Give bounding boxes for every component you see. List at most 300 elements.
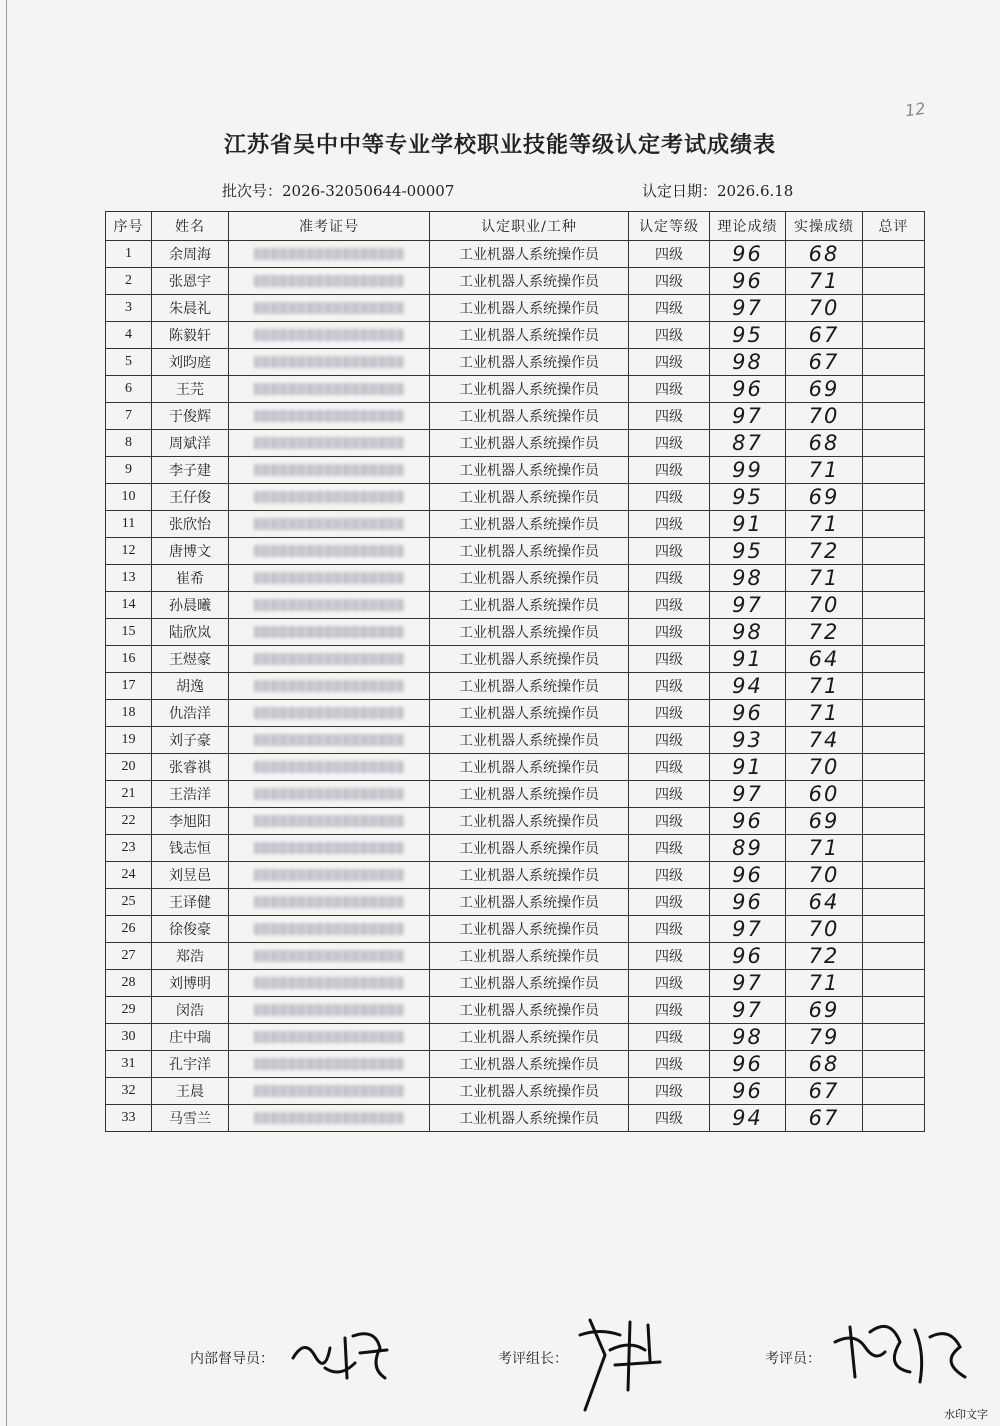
exam-id-redacted [229,241,430,268]
examiner-label: 考评员： [765,1351,821,1367]
occupation-text: 工业机器人系统操作员 [459,1084,599,1100]
row-number [106,1078,152,1105]
table-row [106,970,925,997]
supervisor-label: 内部督导员： [190,1351,274,1367]
overall-evaluation [863,700,925,727]
theory-score-text: 97 [732,296,763,320]
row-number-text: 22 [121,813,136,828]
occupation-text: 工业机器人系统操作员 [459,1030,599,1046]
level [629,430,710,457]
row-number [106,1051,152,1078]
student-name-text: 于俊辉 [169,409,211,425]
student-name-text: 王芫 [176,382,204,398]
exam-id-redacted [229,997,430,1024]
theory-score [710,538,786,565]
overall-evaluation [863,646,925,673]
table-row [106,349,925,376]
theory-score-text: 96 [732,1052,763,1076]
redaction-blur [254,815,404,827]
row-number-text: 25 [121,894,136,909]
redaction-blur [254,842,404,854]
theory-score-text: 96 [732,1079,763,1103]
occupation-text: 工业机器人系统操作员 [459,895,599,911]
occupation-text: 工业机器人系统操作员 [459,841,599,857]
student-name-text: 刘昀庭 [169,355,211,371]
theory-score [710,349,786,376]
exam-id-redacted [229,295,430,322]
table-row [106,403,925,430]
student-name-text: 马雪兰 [169,1111,211,1127]
level-text: 四级 [655,1111,683,1127]
occupation [430,565,629,592]
exam-id-redacted [229,268,430,295]
practice-score-text: 71 [808,512,840,536]
theory-score [710,700,786,727]
practice-score-text: 71 [808,566,840,590]
column-header: 认定职业/工种 [430,212,629,241]
practice-score-text: 70 [808,593,840,617]
occupation [430,457,629,484]
practice-score-text: 69 [808,377,840,401]
watermark: 水印文字 [944,1408,988,1421]
redaction-blur [254,761,404,773]
occupation-text: 工业机器人系统操作员 [459,409,599,425]
redaction-blur [254,869,404,881]
theory-score [710,673,786,700]
level [629,727,710,754]
student-name-text: 王晨 [176,1084,204,1100]
row-number-text: 8 [125,435,132,450]
exam-id-redacted [229,943,430,970]
occupation [430,889,629,916]
student-name-text: 李旭阳 [169,814,211,830]
level [629,538,710,565]
row-number [106,997,152,1024]
leader-signature [570,1310,670,1420]
theory-score [710,457,786,484]
theory-score [710,511,786,538]
occupation [430,376,629,403]
row-number [106,538,152,565]
theory-score [710,808,786,835]
overall-evaluation [863,457,925,484]
practice-score-text: 67 [808,350,840,374]
occupation-text: 工业机器人系统操作员 [459,355,599,371]
exam-id-redacted [229,484,430,511]
row-number-text: 21 [121,786,136,801]
level-text: 四级 [655,409,683,425]
occupation [430,700,629,727]
level [629,808,710,835]
practice-score-text: 70 [808,863,840,887]
theory-score-text: 96 [732,944,763,968]
theory-score-text: 98 [732,350,763,374]
level-text: 四级 [655,949,683,965]
occupation [430,970,629,997]
occupation-text: 工业机器人系统操作员 [459,706,599,722]
row-number [106,673,152,700]
row-number [106,268,152,295]
redaction-blur [254,302,404,314]
student-name-text: 王浩洋 [169,787,211,803]
level [629,349,710,376]
practice-score [786,727,863,754]
practice-score-text: 79 [808,1025,840,1049]
row-number [106,889,152,916]
occupation [430,781,629,808]
score-table-header [106,212,925,241]
theory-score-text: 96 [732,863,763,887]
row-number-text: 13 [121,570,136,585]
page-number-mark: 12 [903,98,927,121]
level-text: 四级 [655,463,683,479]
row-number [106,754,152,781]
column-header: 总评 [863,212,925,241]
practice-score [786,538,863,565]
examiner-signature [830,1312,970,1392]
student-name [152,754,229,781]
occupation-text: 工业机器人系统操作员 [459,922,599,938]
exam-id-redacted [229,322,430,349]
occupation-text: 工业机器人系统操作员 [459,382,599,398]
theory-score-text: 97 [732,971,763,995]
row-number [106,619,152,646]
student-name [152,619,229,646]
table-row [106,376,925,403]
row-number [106,484,152,511]
student-name [152,835,229,862]
practice-score-text: 68 [808,431,840,455]
table-row [106,1024,925,1051]
practice-score-text: 67 [808,1079,840,1103]
exam-id-redacted [229,781,430,808]
practice-score-text: 71 [808,701,840,725]
student-name-text: 仇浩洋 [169,706,211,722]
theory-score [710,1078,786,1105]
student-name-text: 刘子豪 [169,733,211,749]
row-number-text: 15 [121,624,136,639]
student-name [152,457,229,484]
row-number-text: 6 [125,381,132,396]
practice-score-text: 71 [808,458,840,482]
level [629,565,710,592]
table-row [106,862,925,889]
row-number [106,970,152,997]
row-number [106,403,152,430]
table-row [106,943,925,970]
occupation-text: 工业机器人系统操作员 [459,1057,599,1073]
occupation [430,673,629,700]
overall-evaluation [863,295,925,322]
occupation [430,268,629,295]
practice-score [786,970,863,997]
theory-score-text: 94 [732,674,763,698]
exam-id-redacted [229,430,430,457]
occupation-text: 工业机器人系统操作员 [459,328,599,344]
student-name [152,808,229,835]
occupation-text: 工业机器人系统操作员 [459,517,599,533]
row-number [106,835,152,862]
theory-score-text: 96 [732,242,763,266]
theory-score-text: 97 [732,404,763,428]
exam-id-redacted [229,1105,430,1132]
theory-score-text: 91 [732,755,763,779]
theory-score-text: 95 [732,323,763,347]
row-number [106,565,152,592]
level [629,511,710,538]
row-number [106,916,152,943]
practice-score [786,1078,863,1105]
level-text: 四级 [655,436,683,452]
theory-score [710,943,786,970]
occupation [430,1078,629,1105]
table-row [106,727,925,754]
exam-id-redacted [229,1024,430,1051]
occupation [430,1105,629,1132]
practice-score [786,754,863,781]
practice-score-text: 64 [808,647,840,671]
student-name-text: 周斌洋 [169,436,211,452]
practice-score-text: 67 [808,1106,840,1130]
occupation-text: 工业机器人系统操作员 [459,760,599,776]
theory-score-text: 96 [732,701,763,725]
practice-score [786,484,863,511]
table-row [106,835,925,862]
level-text: 四级 [655,1084,683,1100]
row-number [106,646,152,673]
table-row [106,646,925,673]
row-number-text: 1 [125,246,132,261]
table-row [106,457,925,484]
level-text: 四级 [655,274,683,290]
practice-score [786,808,863,835]
theory-score [710,781,786,808]
theory-score [710,322,786,349]
occupation [430,916,629,943]
level-text: 四级 [655,328,683,344]
redaction-blur [254,437,404,449]
level-text: 四级 [655,247,683,263]
level-text: 四级 [655,922,683,938]
redaction-blur [254,950,404,962]
row-number [106,295,152,322]
occupation-text: 工业机器人系统操作员 [459,571,599,587]
level-text: 四级 [655,1057,683,1073]
student-name-text: 朱晨礼 [169,301,211,317]
practice-score-text: 70 [808,404,840,428]
row-number-text: 28 [121,975,136,990]
level [629,241,710,268]
exam-id-redacted [229,700,430,727]
student-name [152,862,229,889]
student-name [152,484,229,511]
occupation-text: 工业机器人系统操作员 [459,1111,599,1127]
theory-score [710,241,786,268]
page-title: 江苏省吴中中等专业学校职业技能等级认定考试成绩表 [223,133,776,158]
level [629,268,710,295]
occupation-text: 工业机器人系统操作员 [459,652,599,668]
row-number [106,241,152,268]
theory-score [710,997,786,1024]
exam-id-redacted [229,1078,430,1105]
occupation [430,538,629,565]
theory-score-text: 96 [732,377,763,401]
redaction-blur [254,1112,404,1124]
occupation [430,322,629,349]
student-name [152,1078,229,1105]
theory-score-text: 96 [732,269,763,293]
student-name-text: 孙晨曦 [169,598,211,614]
occupation [430,619,629,646]
student-name [152,538,229,565]
student-name-text: 钱志恒 [169,841,211,857]
practice-score-text: 71 [808,971,840,995]
theory-score [710,1105,786,1132]
row-number-text: 14 [121,597,136,612]
practice-score-text: 72 [808,539,840,563]
redaction-blur [254,599,404,611]
student-name-text: 张欣怡 [169,517,211,533]
level [629,403,710,430]
theory-score [710,889,786,916]
practice-score [786,349,863,376]
exam-id-redacted [229,889,430,916]
occupation [430,862,629,889]
theory-score-text: 99 [732,458,763,482]
row-number-text: 10 [121,489,136,504]
occupation-text: 工业机器人系统操作员 [459,949,599,965]
occupation [430,295,629,322]
table-row [106,1051,925,1078]
column-header: 序号 [106,212,152,241]
theory-score [710,970,786,997]
table-row [106,781,925,808]
level [629,997,710,1024]
row-number-text: 23 [121,840,136,855]
row-number-text: 16 [121,651,136,666]
redaction-blur [254,545,404,557]
occupation [430,754,629,781]
occupation-text: 工业机器人系统操作员 [459,463,599,479]
occupation [430,997,629,1024]
theory-score-text: 97 [732,917,763,941]
leader-label: 考评组长： [498,1351,568,1367]
overall-evaluation [863,835,925,862]
level-text: 四级 [655,598,683,614]
exam-id-redacted [229,727,430,754]
theory-score [710,835,786,862]
student-name-text: 王煜豪 [169,652,211,668]
student-name-text: 闵浩 [176,1003,204,1019]
level [629,916,710,943]
redaction-blur [254,977,404,989]
student-name-text: 唐博文 [169,544,211,560]
table-row [106,700,925,727]
row-number-text: 24 [121,867,136,882]
student-name [152,565,229,592]
student-name-text: 郑浩 [176,949,204,965]
theory-score [710,565,786,592]
level-text: 四级 [655,787,683,803]
practice-score [786,1105,863,1132]
student-name [152,916,229,943]
overall-evaluation [863,268,925,295]
practice-score-text: 71 [808,836,840,860]
student-name [152,1051,229,1078]
table-row [106,565,925,592]
row-number-text: 27 [121,948,136,963]
student-name [152,646,229,673]
batch-number: 批次号：2026-32050644-00007 [222,182,455,200]
student-name [152,241,229,268]
row-number [106,322,152,349]
theory-score-text: 96 [732,890,763,914]
row-number-text: 7 [125,408,132,423]
occupation-text: 工业机器人系统操作员 [459,436,599,452]
row-number [106,781,152,808]
student-name [152,943,229,970]
student-name-text: 胡逸 [176,679,204,695]
student-name-text: 张睿祺 [169,760,211,776]
occupation-text: 工业机器人系统操作员 [459,679,599,695]
row-number-text: 11 [121,516,136,531]
level [629,592,710,619]
practice-score-text: 64 [808,890,840,914]
theory-score [710,430,786,457]
redaction-blur [254,356,404,368]
student-name [152,511,229,538]
table-row [106,538,925,565]
redaction-blur [254,1058,404,1070]
student-name-text: 张恩宇 [169,274,211,290]
occupation [430,403,629,430]
row-number-text: 33 [121,1110,136,1125]
table-row [106,592,925,619]
exam-id-redacted [229,619,430,646]
theory-score-text: 98 [732,566,763,590]
student-name [152,295,229,322]
theory-score-text: 87 [732,431,763,455]
practice-score [786,1024,863,1051]
practice-score [786,889,863,916]
practice-score [786,862,863,889]
occupation [430,511,629,538]
practice-score-text: 70 [808,755,840,779]
student-name [152,430,229,457]
practice-score [786,781,863,808]
row-number [106,511,152,538]
theory-score [710,727,786,754]
row-number [106,808,152,835]
theory-score [710,484,786,511]
practice-score [786,430,863,457]
table-row [106,1078,925,1105]
overall-evaluation [863,727,925,754]
student-name [152,403,229,430]
table-row [106,1105,925,1132]
exam-id-redacted [229,754,430,781]
level-text: 四级 [655,571,683,587]
table-row [106,619,925,646]
practice-score [786,997,863,1024]
student-name [152,970,229,997]
practice-score-text: 69 [808,485,840,509]
theory-score-text: 95 [732,485,763,509]
overall-evaluation [863,484,925,511]
exam-id-redacted [229,592,430,619]
student-name-text: 孔宇洋 [169,1057,211,1073]
table-row [106,241,925,268]
